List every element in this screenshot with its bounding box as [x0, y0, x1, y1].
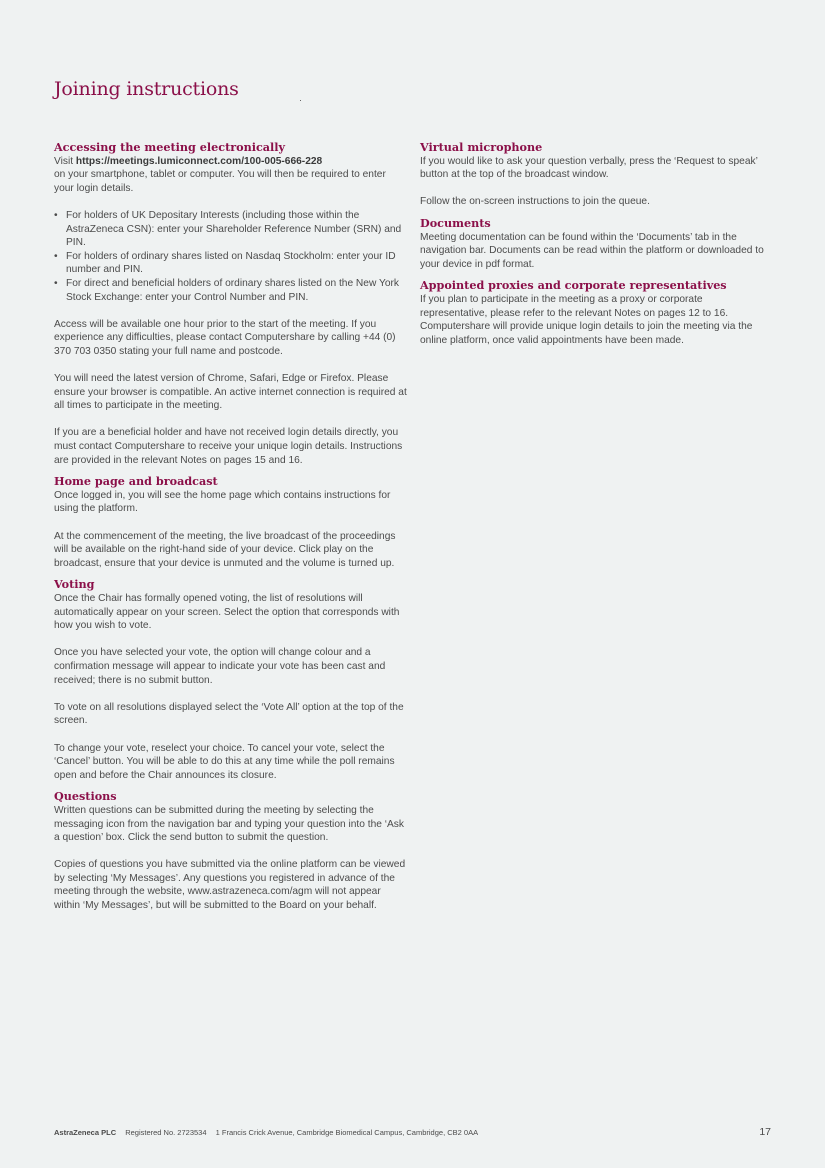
left-column: [54, 141, 408, 921]
section-documents: [420, 217, 770, 271]
footer-company: AstraZeneca PLC: [54, 1128, 117, 1137]
section-heading: Home page and broadcast: [54, 474, 218, 489]
paragraph: Follow the on-screen instructions to join the queue.: [420, 196, 650, 208]
section-heading: Accessing the meeting electronically: [54, 140, 286, 154]
section-heading: Documents: [420, 215, 491, 230]
visit-rest: on your smartphone, tablet or computer. You will then be required to enter your login details.: [54, 169, 386, 194]
visit-prefix: Visit: [54, 155, 76, 167]
paragraph: Access will be available one hour prior to the start of the meeting. If you experience any difficulties, please contact Computershare by calling +44 (0) 370 703 0350 stating your full name and postcode.: [54, 318, 396, 357]
paragraph: Once you have selected your vote, the option will change colour and a confirmation message will appear to indicate your vote has been cast and received; there is no submit button.: [54, 647, 386, 686]
paragraph: To vote on all resolutions displayed select the ‘Vote All’ option at the top of the screen.: [54, 701, 404, 727]
login-instructions-list: [54, 209, 408, 304]
page-number: 17: [759, 1126, 771, 1138]
page-title: Joining instructions: [54, 78, 239, 100]
paragraph: At the commencement of the meeting, the live broadcast of the proceedings will be available on the right-hand side of your device. Click play on the broadcast, ensure that your device is unmuted and the volume is turned up.: [54, 530, 396, 569]
right-column: [420, 141, 770, 355]
section-heading: Questions: [54, 789, 117, 804]
section-heading: Virtual microphone: [420, 140, 543, 154]
section-home-page: [54, 475, 408, 570]
paragraph: If you would like to ask your question verbally, press the ‘Request to speak’ button at the top of the broadcast window.: [420, 155, 758, 181]
paragraph: Meeting documentation can be found within the ‘Documents’ tab in the navigation bar. Documents can be read within the platform or downloaded to your device in pdf format.: [420, 231, 764, 270]
section-voting: [54, 578, 408, 782]
section-proxies: [420, 279, 770, 347]
list-item: • For holders of ordinary shares listed on Nasdaq Stockholm: enter your ID number and PIN.: [66, 250, 408, 277]
visit-paragraph: [54, 155, 408, 196]
list-item: • For direct and beneficial holders of ordinary shares listed on the New York Stock Exchange: enter your Control Number and PIN.: [66, 277, 408, 304]
section-heading: Voting: [54, 577, 95, 592]
paragraph: If you are a beneficial holder and have not received login details directly, you must contact Computershare to receive your unique login details. Instructions are provided in the relevant Notes on pages 15 and 16.: [54, 427, 403, 466]
paragraph: To change your vote, reselect your choice. To cancel your vote, select the ‘Cancel’ button. You will be able to do this at any time while the poll remains open and before the Chair announces its closure.: [54, 742, 395, 781]
section-questions: [54, 790, 408, 912]
section-heading: Appointed proxies and corporate representatives: [420, 278, 727, 293]
paragraph: Copies of questions you have submitted via the online platform can be viewed by selecting ‘My Messages’. Any questions you registered in advance of the meeting through the website, www.astrazeneca.com/agm will not appear within ‘My Messages’, but will be submitted to the Board on your behalf.: [54, 859, 406, 912]
page-footer: [54, 1128, 771, 1138]
paragraph: Written questions can be submitted during the meeting by selecting the messaging icon from the navigation bar and typing your question into the ‘Ask a question’ box. Click the send button to submit the question.: [54, 804, 404, 844]
paragraph: Once logged in, you will see the home page which contains instructions for using the platform.: [54, 489, 391, 515]
decorative-dot: [300, 100, 301, 101]
footer-address: 1 Francis Crick Avenue, Cambridge Biomedical Campus, Cambridge, CB2 0AA: [215, 1128, 479, 1137]
paragraph: Once the Chair has formally opened voting, the list of resolutions will automatically appear on your screen. Select the option that corresponds with how you wish to vote.: [54, 593, 400, 632]
section-accessing: [54, 141, 408, 467]
meeting-url: https://meetings.lumiconnect.com/100-005-666-228: [75, 155, 323, 167]
list-item: • For holders of UK Depositary Interests (including those within the AstraZeneca CSN): enter your Shareholder Reference Number (SRN) and PIN.: [66, 209, 408, 250]
section-virtual-microphone: [420, 141, 770, 209]
paragraph: If you plan to participate in the meeting as a proxy or corporate representative, please refer to the relevant Notes on pages 12 to 16. Computershare will provide unique login details to join the meeting via the online platform, once valid appointments have been made.: [420, 293, 753, 346]
paragraph: You will need the latest version of Chrome, Safari, Edge or Firefox. Please ensure your browser is compatible. An active internet connection is required at all times to participate in the meeting.: [54, 373, 407, 412]
footer-registration: Registered No. 2723534: [125, 1128, 207, 1137]
